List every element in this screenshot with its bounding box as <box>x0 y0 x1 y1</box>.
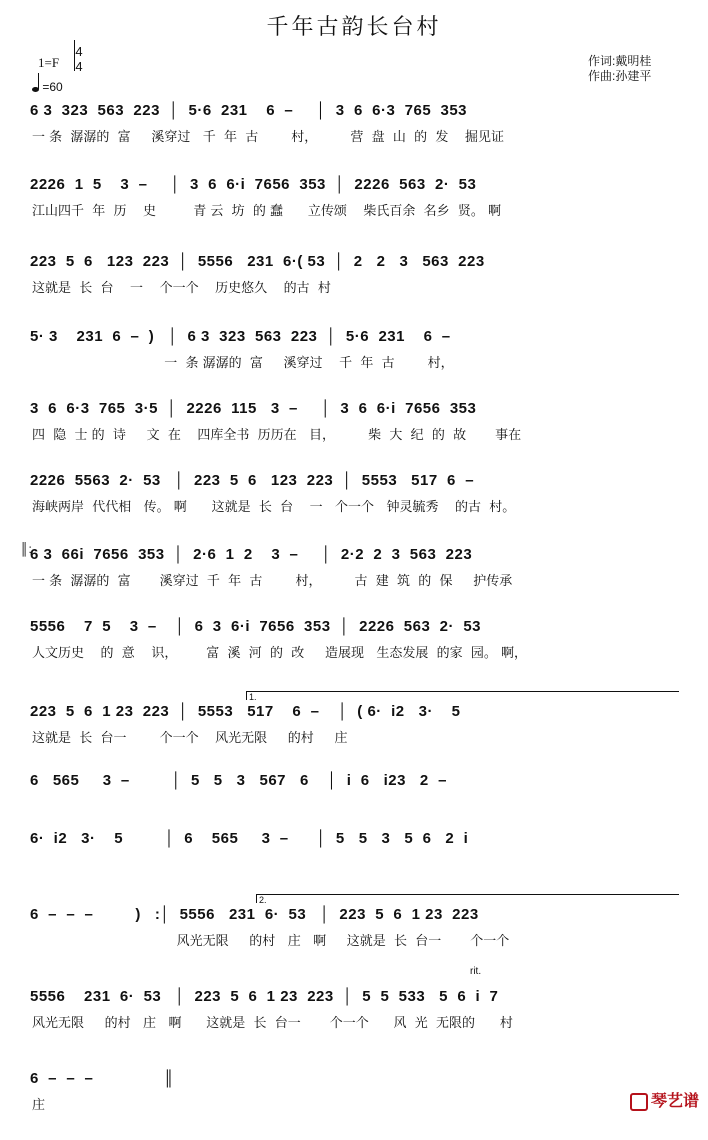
notes: 6 – – – ) :│ 5556 231 6· 53 │ 223 5 6 1 23 223 <box>30 906 479 923</box>
ending-one: 1. <box>246 691 679 700</box>
notes: 6· i2 3· 5 │ 6 565 3 – │ 5 5 3 5 6 2 i <box>30 830 469 847</box>
ending-two: 2. <box>256 894 679 903</box>
meter-bottom: 4 <box>75 59 83 74</box>
lyrics: 这就是 长 台 一 个一个 历史悠久 的古 村 <box>32 281 331 296</box>
notes: 5556 7 5 3 – │ 6 3 6·i 7656 353 │ 2226 563 2· 53 <box>30 618 482 635</box>
notes: 3 6 6·3 765 3·5 │ 2226 115 3 – │ 3 6 6·i 7656 353 <box>30 400 477 417</box>
score-row <box>0 966 708 1058</box>
score-row <box>0 176 708 246</box>
meter-top: 4 <box>75 44 83 59</box>
key-signature: 1=F <box>38 55 60 70</box>
lyrics: 四 隐 士 的 诗 文 在 四库全书 历历在 目， 柴 大 纪 的 故 事在 <box>32 428 522 443</box>
notes: 6 3 66i 7656 353 │ 2·6 1 2 3 – │ 2·2 2 3 563 223 <box>30 546 473 563</box>
lyrics: 一 条 潺潺的 富 溪穿过 千 年 古 村， 营 盘 山 的 发 掘见证 <box>32 130 504 145</box>
song-title: 千年古韵长台村 <box>266 14 442 39</box>
notes: 5· 3 231 6 – ) │ 6 3 323 563 223 │ 5·6 231 6 – <box>30 328 451 345</box>
lyrics: 江山四千 年 历 史 青 云 坊 的 蠢 立传颂 柴氏百余 名乡 贤。 啊 <box>32 204 502 219</box>
tempo-mark <box>32 80 63 94</box>
score-row <box>0 472 708 542</box>
notes: 2226 1 5 3 – │ 3 6 6·i 7656 353 │ 2226 563 2· 53 <box>30 176 477 193</box>
score-row <box>0 692 708 773</box>
credits <box>588 54 651 84</box>
notes: 6 565 3 – │ 5 5 3 567 6 │ i 6 i23 2 – <box>30 772 447 789</box>
lyricist: 作词:戴明桂 <box>588 54 652 68</box>
lyrics: 海峡两岸 代代相 传。 啊 这就是 长 台 一 个一个 钟灵毓秀 的古 村。 <box>32 500 516 515</box>
lyrics: 人文历史 的 意 识， 富 溪 河 的 改 造展现 生态发展 的家 园。 啊， <box>32 646 528 661</box>
logo-text: 琴艺谱 <box>651 1093 700 1110</box>
notes: 6 3 323 563 223 │ 5·6 231 6 – │ 3 6 6·3 765 353 <box>30 102 468 119</box>
notes: 2226 5563 2· 53 │ 223 5 6 123 223 │ 5553 517 6 – <box>30 472 475 489</box>
logo-icon <box>630 1093 648 1111</box>
time-signature <box>72 44 86 74</box>
score-row <box>0 542 708 616</box>
lyrics: 风光无限 的村 庄 啊 这就是 长 台一 个一个 风 光 无限的 村 <box>32 1016 513 1031</box>
repeat-start: ║: <box>20 542 32 556</box>
composer: 作曲:孙建平 <box>588 69 652 83</box>
site-logo <box>630 1088 699 1111</box>
score-row <box>0 830 708 900</box>
ritardando: rit. <box>470 966 482 977</box>
notes: 223 5 6 123 223 │ 5556 231 6·( 53 │ 2 2 3 563 223 <box>30 253 485 270</box>
notes: 223 5 6 1 23 223 │ 5553 517 6 – │ ( 6· i2 3· 5 <box>30 703 461 720</box>
score-row <box>0 400 708 470</box>
score-row <box>0 1070 708 1140</box>
score-row <box>0 102 708 172</box>
notes: 5556 231 6· 53 │ 223 5 6 1 23 223 │ 5 5 533 5 6 i 7 <box>30 988 499 1005</box>
lyrics: 庄 <box>32 1098 46 1113</box>
score-row <box>0 618 708 688</box>
lyrics: 一 条 潺潺的 富 溪穿过 千 年 古 村， 古 建 筑 的 保 护传承 <box>32 574 513 589</box>
score-row <box>0 895 708 976</box>
notes: 6 – – – ║ <box>30 1070 175 1087</box>
score-row <box>0 253 708 323</box>
tempo-value: =60 <box>42 80 63 94</box>
lyrics: 这就是 长 台一 个一个 风光无限 的村 庄 <box>32 731 348 746</box>
lyrics: 一 条 潺潺的 富 溪穿过 千 年 古 村， <box>32 356 454 371</box>
lyrics: 风光无限 的村 庄 啊 这就是 长 台一 个一个 <box>32 934 510 949</box>
score-row <box>0 328 708 398</box>
quarter-note-icon <box>32 87 39 92</box>
